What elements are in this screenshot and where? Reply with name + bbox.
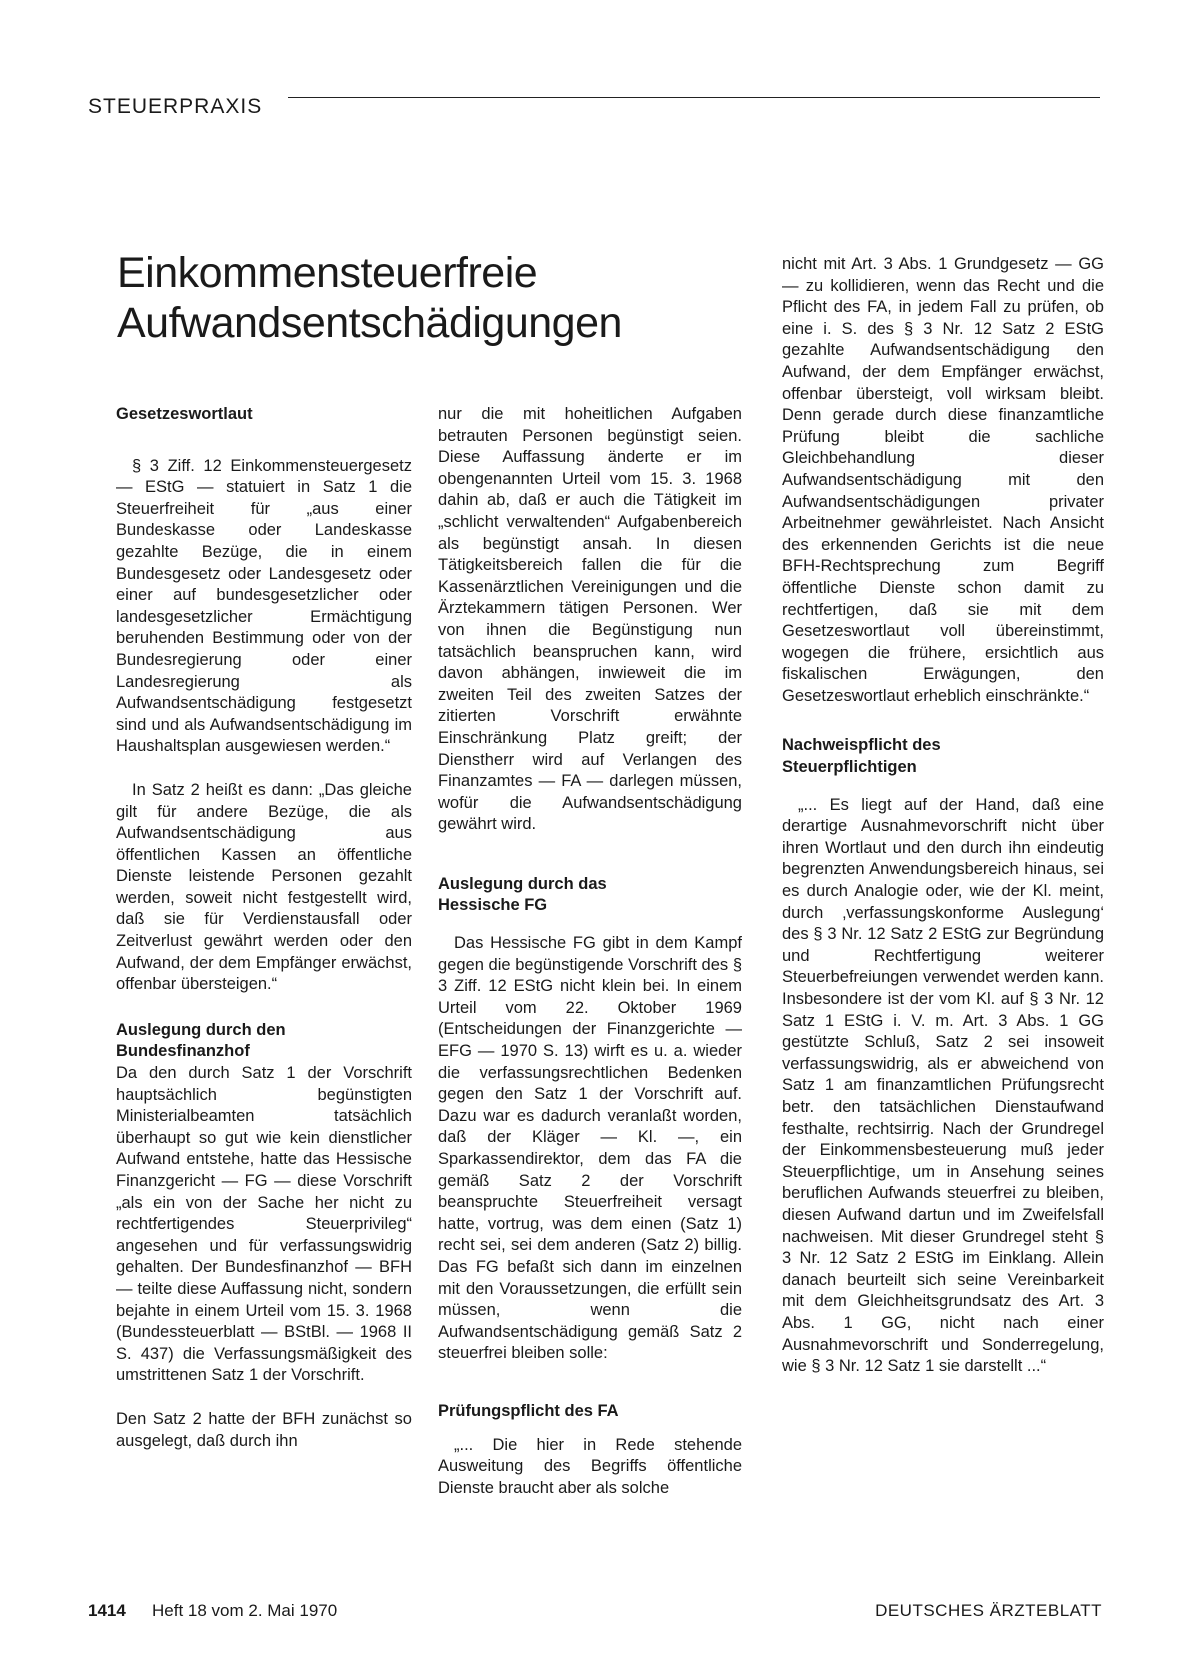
text-column-2 (438, 404, 742, 1499)
text-column-1 (116, 404, 412, 1452)
heading-auslegung-hessisches-fg (438, 874, 742, 917)
paragraph: nicht mit Art. 3 Abs. 1 Grundgesetz — GG — zu kollidieren, wenn das Recht und die Pflicht des FA, in jedem Fall zu prüfen, ob eine i. S. des § 3 Nr. 12 Satz 2 EStG gezahlte Aufwandsentschädigung den Aufwand, der dem Empfänger erwächst, offenbar übersteigt, voll wirksam bleibt. Denn gerade durch diese finanzamtliche Prüfung bleibt die sachliche Gleichbehandlung dieser Aufwandsentschädigung mit den Aufwandsentschädigungen privater Arbeitnehmer gewährleistet. Nach Ansicht des erkennenden Gerichts ist die neue BFH-Rechtsprechung zum Begriff öffentliche Dienste schon damit zu rechtfertigen, daß sie mit dem Gesetzeswortlaut voll übereinstimmt, wogegen die frühere, ersichtlich aus fiskalischen Erwägungen, den Gesetzeswortlaut erheblich einschränkte.“ (782, 255, 1104, 705)
heading-nachweispflicht (782, 735, 1104, 778)
heading-line: Bundesfinanzhof (116, 1042, 250, 1061)
issue-info: Heft 18 vom 2. Mai 1970 (152, 1601, 338, 1620)
title-line-2: Aufwandsentschädigungen (117, 299, 622, 347)
paragraph: nur die mit hoheitlichen Aufgaben betrauten Personen begünstigt seien. Diese Auffassung änderte er im obengenannten Urteil vom 15. 3. 1968 dahin ab, daß er auch die Tätigkeit im „schlicht verwaltenden“ Aufgabenbereich als begünstigt ansah. In diesen Tätigkeitsbereich fallen die für die Kassenärztlichen Vereinigungen und die Ärztekammern tätigen Personen. Wer von ihnen die Begünstigung nun tatsächlich beanspruchen kann, wird davon abhängen, inwieweit die im zweiten Teil des zweiten Satzes der zitierten Vorschrift erwähnte Einschränkung Platz greift; der Dienstherr wird auf Verlangen des Finanzamtes — FA — darlegen müssen, wofür die Aufwandsentschädigung gewährt wird. (438, 405, 742, 834)
header-rule (288, 97, 1100, 98)
heading-pruefungspflicht: Prüfungspflicht des FA (438, 1401, 619, 1420)
paragraph: Den Satz 2 hatte der BFH zunächst so ausgelegt, daß durch ihn (116, 1409, 412, 1450)
paragraph: § 3 Ziff. 12 Einkommensteuergesetz — EStG — statuiert in Satz 1 die Steuerfreiheit für „aus einer Bundeskasse oder Landeskasse gezahlte Bezüge, die in einem Bundesgesetz oder Landesgesetz oder einer auf bundesgesetzlicher oder landesgesetzlicher Ermächtigung beruhenden Bestimmung oder von der Bundesregierung oder einer Landesregierung als Aufwandsentschädigung festgesetzt sind und als Aufwandsentschädigung im Haushaltsplan ausgewiesen werden.“ (116, 456, 412, 756)
heading-line: Auslegung durch das (438, 874, 607, 893)
paragraph: Das Hessische FG gibt in dem Kampf gegen die begünstigende Vorschrift des § 3 Ziff. 12 EStG nicht klein bei. In einem Urteil vom 22. Oktober 1969 (Entscheidungen der Finanzgerichte — EFG — 1970 S. 13) wirft es u. a. wieder die verfassungsrechtlichen Bedenken gegen den Satz 1 der Vorschrift auf. Dazu war es dadurch veranlaßt worden, daß der Kläger — Kl. —, ein Sparkassendirektor, dem das FA die gemäß Satz 2 der Vorschrift beanspruchte Steuerfreiheit versagt hatte, vortrug, was dem einen (Satz 1) recht sei, sei dem anderen (Satz 2) billig. Das FG befaßt sich dann im einzelnen mit den Voraussetzungen, die erfüllt sein müssen, wenn die Aufwandsentschädigung gemäß Satz 2 steuerfrei bleiben solle: (438, 934, 742, 1363)
title-line-1: Einkommensteuerfreie (117, 249, 538, 297)
article-title (117, 248, 757, 348)
text-column-3 (782, 254, 1104, 1378)
paragraph: Da den durch Satz 1 der Vorschrift hauptsächlich begünstigten Ministerialbeamten tatsächlich überhaupt so gut wie kein dienstlicher Aufwand entstehe, hatte das Hessische Finanzgericht — FG — diese Vorschrift „als ein von der Sache her nicht zu rechtfertigendes Steuerprivileg“ angesehen und für verfassungswidrig gehalten. Der Bundesfinanzhof — BFH — teilte diese Auffassung nicht, sondern bejahte in einem Urteil vom 15. 3. 1968 (Bundessteuerblatt — BStBl. — 1968 II S. 437) die Verfassungsmäßigkeit des umstrittenen Satz 1 der Vorschrift. (116, 1064, 412, 1385)
heading-line: Nachweispflicht des (782, 736, 941, 755)
section-label: STEUERPRAXIS (88, 95, 263, 118)
heading-line: Steuerpflichtigen (782, 758, 917, 777)
heading-line: Auslegung durch den (116, 1020, 286, 1039)
paragraph: In Satz 2 heißt es dann: „Das gleiche gilt für andere Bezüge, die als Aufwandsentschädigung aus öffentlichen Kassen an öffentliche Dienste leistende Personen gezahlt werden, soweit nicht festgestellt wird, daß sie für Verdienstausfall oder Zeitverlust gewährt werden oder den Aufwand, der dem Empfänger erwächst, offenbar übersteigen.“ (116, 780, 412, 994)
heading-line: Hessische FG (438, 896, 548, 915)
heading-gesetzeswortlaut: Gesetzeswortlaut (116, 405, 253, 423)
journal-name: DEUTSCHES ÄRZTEBLATT (875, 1601, 1102, 1620)
page-number: 1414 (88, 1601, 126, 1620)
paragraph: „... Die hier in Rede stehende Ausweitung des Begriffs öffentliche Dienste braucht aber als solche (438, 1435, 742, 1497)
paragraph: „... Es liegt auf der Hand, daß eine derartige Ausnahmevorschrift nicht über ihren Wortlaut und den durch ihn eindeutig begrenzten Anwendungsbereich hinaus, sei es durch Analogie oder, wie der Kl. meint, durch ‚verfassungskonforme Auslegung‘ des § 3 Nr. 12 Satz 2 EStG zur Begründung und Rechtfertigung weiterer Steuerbefreiungen verwendet werden kann. Insbesondere ist der vom Kl. auf § 3 Nr. 12 Satz 1 EStG i. V. m. Art. 3 Abs. 1 GG gestützte Schluß, Satz 2 sei insoweit verfassungswidrig, als er abweichend von Satz 1 am finanzamtlichen Prüfungsrecht betr. den tatsächlichen Dienstaufwand festhalte, rechtsirrig. Nach der Grundregel der Einkommensbesteuerung muß jeder Steuerpflichtige, um in Ansehung seines beruflichen Aufwands steuerfrei zu bleiben, diesen Aufwand dartun und im Zweifelsfall nachweisen. Mit dieser Grundregel steht § 3 Nr. 12 Satz 2 EStG im Einklang. Allein danach beurteilt sich seine Vereinbarkeit mit dem Gleichheitsgrundsatz des Art. 3 Abs. 1 GG, nicht nach einer Ausnahmevorschrift und Sonderregelung, wie § 3 Nr. 12 Satz 1 sie darstellt ...“ (782, 795, 1104, 1376)
heading-auslegung-bfh (116, 1020, 412, 1063)
